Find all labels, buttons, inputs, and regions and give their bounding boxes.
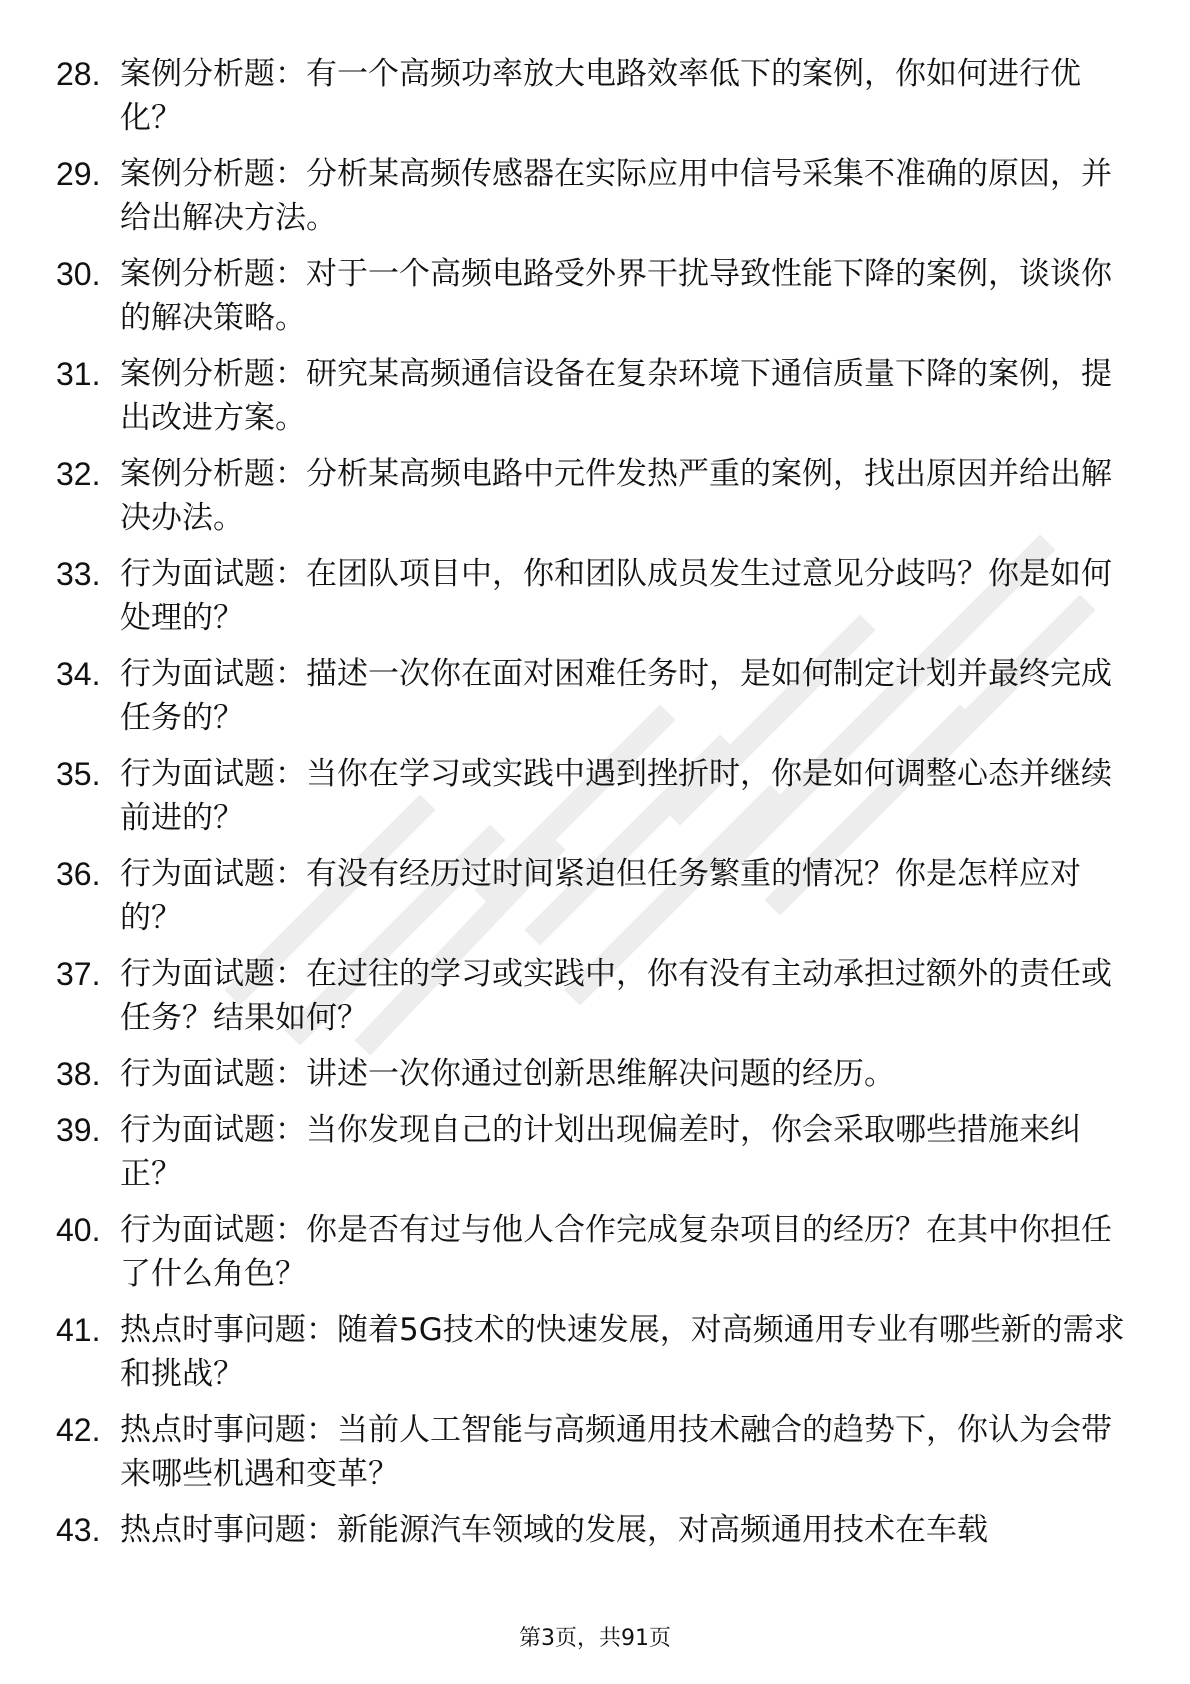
question-item (56, 552, 1136, 640)
question-text: 热点时事问题：随着5G技术的快速发展，对高频通用专业有哪些新的需求和挑战？ (120, 1312, 1125, 1392)
question-number: 38. (56, 1056, 101, 1092)
question-number: 31. (56, 356, 101, 392)
question-text: 行为面试题：讲述一次你通过创新思维解决问题的经历。 (120, 1056, 895, 1092)
page-footer: 第3页，共91页 (519, 1626, 671, 1651)
question-number: 32. (56, 456, 101, 492)
question-item (56, 752, 1136, 840)
question-text: 行为面试题：在过往的学习或实践中，你有没有主动承担过额外的责任或任务？结果如何？ (120, 956, 1112, 1036)
question-number: 33. (56, 556, 101, 592)
question-item (56, 252, 1136, 340)
question-item (56, 452, 1136, 540)
question-list (56, 52, 1136, 1564)
question-item (56, 652, 1136, 740)
question-item (56, 1308, 1136, 1396)
question-number: 37. (56, 956, 101, 992)
question-number: 41. (56, 1312, 101, 1348)
question-number: 34. (56, 656, 101, 692)
question-text: 案例分析题：分析某高频电路中元件发热严重的案例，找出原因并给出解决办法。 (120, 456, 1112, 536)
question-number: 36. (56, 856, 101, 892)
question-number: 43. (56, 1512, 101, 1548)
question-number: 29. (56, 156, 101, 192)
question-text: 行为面试题：当你在学习或实践中遇到挫折时，你是如何调整心态并继续前进的？ (120, 756, 1112, 836)
question-number: 42. (56, 1412, 101, 1448)
question-text: 行为面试题：当你发现自己的计划出现偏差时，你会采取哪些措施来纠正？ (120, 1112, 1081, 1192)
question-item (56, 952, 1136, 1040)
question-item (56, 52, 1136, 140)
question-text: 案例分析题：研究某高频通信设备在复杂环境下通信质量下降的案例，提出改进方案。 (120, 356, 1112, 436)
question-number: 28. (56, 56, 101, 92)
question-text: 案例分析题：对于一个高频电路受外界干扰导致性能下降的案例，谈谈你的解决策略。 (120, 256, 1112, 336)
question-item (56, 1408, 1136, 1496)
question-number: 30. (56, 256, 101, 292)
question-text: 行为面试题：描述一次你在面对困难任务时，是如何制定计划并最终完成任务的？ (120, 656, 1112, 736)
question-item (56, 852, 1136, 940)
question-text: 行为面试题：你是否有过与他人合作完成复杂项目的经历？在其中你担任了什么角色？ (120, 1212, 1112, 1292)
question-text: 热点时事问题：新能源汽车领域的发展，对高频通用技术在车载 (120, 1512, 988, 1548)
question-item (56, 152, 1136, 240)
question-item (56, 1508, 1136, 1552)
question-text: 行为面试题：在团队项目中，你和团队成员发生过意见分歧吗？你是如何处理的？ (120, 556, 1112, 636)
question-number: 35. (56, 756, 101, 792)
question-item (56, 352, 1136, 440)
question-item (56, 1108, 1136, 1196)
question-text: 行为面试题：有没有经历过时间紧迫但任务繁重的情况？你是怎样应对的？ (120, 856, 1081, 936)
question-text: 案例分析题：有一个高频功率放大电路效率低下的案例，你如何进行优化？ (120, 56, 1081, 136)
question-item (56, 1208, 1136, 1296)
question-number: 40. (56, 1212, 101, 1248)
question-item (56, 1052, 1136, 1096)
question-text: 案例分析题：分析某高频传感器在实际应用中信号采集不准确的原因，并给出解决方法。 (120, 156, 1112, 236)
question-text: 热点时事问题：当前人工智能与高频通用技术融合的趋势下，你认为会带来哪些机遇和变革？ (120, 1412, 1112, 1492)
question-number: 39. (56, 1112, 101, 1148)
